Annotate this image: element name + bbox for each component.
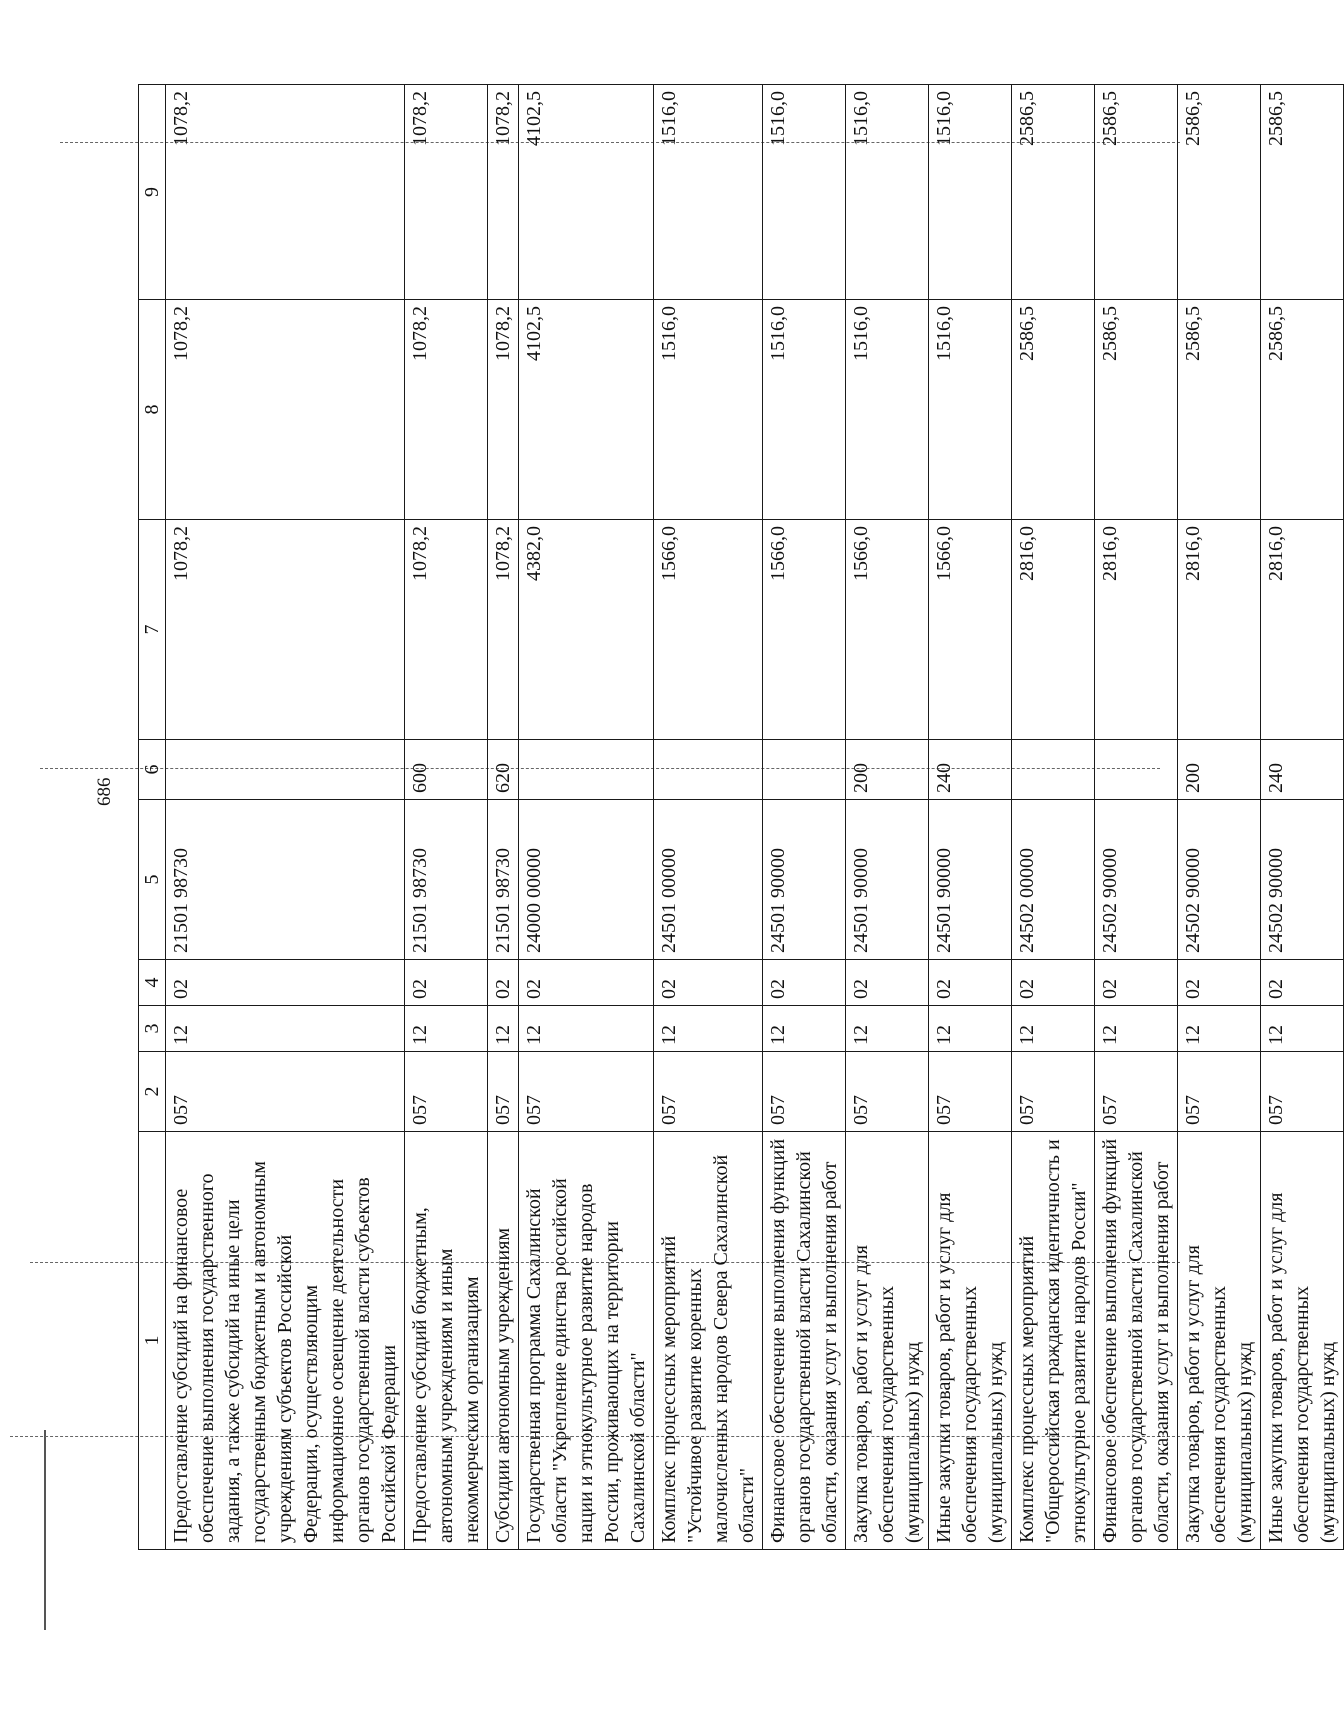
row-name-cell: Закупка товаров, работ и услуг для обеспечения государственных (муниципальных) нужд — [846, 1132, 929, 1550]
amount-col7-cell: 2816,0 — [1095, 520, 1178, 740]
row-name-cell: Иные закупки товаров, работ и услуг для обеспечения государственных (муниципальных) нужд — [1261, 1132, 1344, 1550]
expense-type-cell: 200 — [846, 740, 929, 800]
section-cell: 12 — [1095, 1006, 1178, 1052]
table-row — [1261, 85, 1344, 1550]
section-cell: 12 — [1012, 1006, 1095, 1052]
subsection-cell: 02 — [488, 960, 519, 1006]
column-header: 3 — [139, 1006, 166, 1052]
subsection-cell: 02 — [1178, 960, 1261, 1006]
amount-col8-cell: 1516,0 — [846, 300, 929, 520]
amount-col9-cell: 4102,5 — [519, 85, 654, 300]
expense-type-cell — [654, 740, 763, 800]
amount-col9-cell: 2586,5 — [1012, 85, 1095, 300]
row-name-cell: Закупка товаров, работ и услуг для обеспечения государственных (муниципальных) нужд — [1178, 1132, 1261, 1550]
column-header: 8 — [139, 300, 166, 520]
target-item-cell: 24502 90000 — [1178, 800, 1261, 960]
amount-col9-cell: 2586,5 — [1095, 85, 1178, 300]
scan-artifact-line — [44, 1430, 46, 1630]
subsection-cell: 02 — [519, 960, 654, 1006]
ministry-code-cell: 057 — [1261, 1052, 1344, 1132]
expense-type-cell — [1012, 740, 1095, 800]
ministry-code-cell: 057 — [654, 1052, 763, 1132]
column-header: 5 — [139, 800, 166, 960]
section-cell: 12 — [763, 1006, 846, 1052]
ministry-code-cell: 057 — [1012, 1052, 1095, 1132]
row-name-cell: Субсидии автономным учреждениям — [488, 1132, 519, 1550]
target-item-cell: 24501 90000 — [763, 800, 846, 960]
amount-col7-cell: 2816,0 — [1012, 520, 1095, 740]
section-cell: 12 — [1178, 1006, 1261, 1052]
row-name-cell: Предоставление субсидий бюджетным, автономным учреждениям и иным некоммерческим организациям — [405, 1132, 488, 1550]
table-row — [1012, 85, 1095, 1550]
column-header: 2 — [139, 1052, 166, 1132]
target-item-cell: 24501 00000 — [654, 800, 763, 960]
amount-col9-cell: 2586,5 — [1178, 85, 1261, 300]
ministry-code-cell: 057 — [488, 1052, 519, 1132]
subsection-cell: 02 — [405, 960, 488, 1006]
target-item-cell: 24501 90000 — [929, 800, 1012, 960]
amount-col8-cell: 2586,5 — [1095, 300, 1178, 520]
amount-col7-cell: 1566,0 — [846, 520, 929, 740]
target-item-cell: 24502 90000 — [1261, 800, 1344, 960]
ministry-code-cell: 057 — [763, 1052, 846, 1132]
table-row — [1095, 85, 1178, 1550]
expense-type-cell — [519, 740, 654, 800]
amount-col7-cell: 1078,2 — [488, 520, 519, 740]
target-item-cell: 24502 00000 — [1012, 800, 1095, 960]
amount-col9-cell: 1078,2 — [488, 85, 519, 300]
ministry-code-cell: 057 — [519, 1052, 654, 1132]
expense-type-cell — [166, 740, 405, 800]
section-cell: 12 — [929, 1006, 1012, 1052]
column-header-row — [139, 85, 166, 1550]
amount-col8-cell: 1516,0 — [929, 300, 1012, 520]
row-name-cell: Комплекс процессных мероприятий "Устойчивое развитие коренных малочисленных народов Севера Сахалинской области" — [654, 1132, 763, 1550]
ministry-code-cell: 057 — [1178, 1052, 1261, 1132]
column-header: 4 — [139, 960, 166, 1006]
amount-col7-cell: 1078,2 — [405, 520, 488, 740]
amount-col7-cell: 1566,0 — [763, 520, 846, 740]
target-item-cell: 24000 00000 — [519, 800, 654, 960]
section-cell: 12 — [166, 1006, 405, 1052]
target-item-cell: 24502 90000 — [1095, 800, 1178, 960]
row-name-cell: Финансовое обеспечение выполнения функций органов государственной власти Сахалинской области, оказания услуг и выполнения работ — [763, 1132, 846, 1550]
section-cell: 12 — [846, 1006, 929, 1052]
amount-col9-cell: 1516,0 — [763, 85, 846, 300]
section-cell: 12 — [519, 1006, 654, 1052]
table-row — [763, 85, 846, 1550]
subsection-cell: 02 — [929, 960, 1012, 1006]
amount-col8-cell: 2586,5 — [1261, 300, 1344, 520]
ministry-code-cell: 057 — [1095, 1052, 1178, 1132]
row-name-cell: Государственная программа Сахалинской области "Укрепление единства российской нации и этнокультурное развитие народов России, проживающих на территории Сахалинской области" — [519, 1132, 654, 1550]
row-name-cell: Финансовое обеспечение выполнения функций органов государственной власти Сахалинской области, оказания услуг и выполнения работ — [1095, 1132, 1178, 1550]
section-cell: 12 — [1261, 1006, 1344, 1052]
subsection-cell: 02 — [763, 960, 846, 1006]
amount-col9-cell: 2586,5 — [1261, 85, 1344, 300]
amount-col9-cell: 1516,0 — [654, 85, 763, 300]
subsection-cell: 02 — [1095, 960, 1178, 1006]
target-item-cell: 21501 98730 — [488, 800, 519, 960]
amount-col8-cell: 1516,0 — [654, 300, 763, 520]
target-item-cell: 21501 98730 — [166, 800, 405, 960]
target-item-cell: 21501 98730 — [405, 800, 488, 960]
amount-col8-cell: 2586,5 — [1012, 300, 1095, 520]
amount-col7-cell: 1566,0 — [654, 520, 763, 740]
table-row — [929, 85, 1012, 1550]
table-row — [405, 85, 488, 1550]
expense-type-cell: 600 — [405, 740, 488, 800]
table-row — [1178, 85, 1261, 1550]
section-cell: 12 — [488, 1006, 519, 1052]
amount-col8-cell: 4102,5 — [519, 300, 654, 520]
rotated-table-wrapper — [138, 85, 1339, 1550]
subsection-cell: 02 — [1012, 960, 1095, 1006]
column-header: 1 — [139, 1132, 166, 1550]
section-cell: 12 — [405, 1006, 488, 1052]
amount-col8-cell: 1078,2 — [405, 300, 488, 520]
column-header: 6 — [139, 740, 166, 800]
amount-col8-cell: 1078,2 — [166, 300, 405, 520]
row-name-cell: Иные закупки товаров, работ и услуг для обеспечения государственных (муниципальных) нужд — [929, 1132, 1012, 1550]
amount-col7-cell: 1078,2 — [166, 520, 405, 740]
expense-type-cell: 240 — [1261, 740, 1344, 800]
row-name-cell: Предоставление субсидий на финансовое обеспечение выполнения государственного задания, а также субсидий на иные цели государственным бюджетным и автономным учреждениям субъектов Российской Федерации, осуществляющим информационное освещение деятельности органов государственной власти субъектов Российской Федерации — [166, 1132, 405, 1550]
column-header: 9 — [139, 85, 166, 300]
amount-col9-cell: 1516,0 — [929, 85, 1012, 300]
table-row — [654, 85, 763, 1550]
table-row — [519, 85, 654, 1550]
amount-col8-cell: 2586,5 — [1178, 300, 1261, 520]
amount-col7-cell: 4382,0 — [519, 520, 654, 740]
amount-col7-cell: 2816,0 — [1178, 520, 1261, 740]
ministry-code-cell: 057 — [405, 1052, 488, 1132]
subsection-cell: 02 — [1261, 960, 1344, 1006]
row-name-cell: Комплекс процессных мероприятий "Общероссийская гражданская идентичность и этнокультурное развитие народов России" — [1012, 1132, 1095, 1550]
subsection-cell: 02 — [166, 960, 405, 1006]
page-number: 686 — [94, 777, 115, 806]
amount-col9-cell: 1078,2 — [405, 85, 488, 300]
expense-type-cell — [763, 740, 846, 800]
target-item-cell: 24501 90000 — [846, 800, 929, 960]
ministry-code-cell: 057 — [929, 1052, 1012, 1132]
amount-col7-cell: 1566,0 — [929, 520, 1012, 740]
amount-col8-cell: 1078,2 — [488, 300, 519, 520]
expense-type-cell: 200 — [1178, 740, 1261, 800]
expense-type-cell: 620 — [488, 740, 519, 800]
expense-type-cell: 240 — [929, 740, 1012, 800]
table-row — [166, 85, 405, 1550]
amount-col8-cell: 1516,0 — [763, 300, 846, 520]
expense-type-cell — [1095, 740, 1178, 800]
amount-col9-cell: 1516,0 — [846, 85, 929, 300]
subsection-cell: 02 — [654, 960, 763, 1006]
column-header: 7 — [139, 520, 166, 740]
subsection-cell: 02 — [846, 960, 929, 1006]
budget-table — [138, 84, 1344, 1550]
ministry-code-cell: 057 — [846, 1052, 929, 1132]
table-row — [488, 85, 519, 1550]
table-row — [846, 85, 929, 1550]
amount-col9-cell: 1078,2 — [166, 85, 405, 300]
amount-col7-cell: 2816,0 — [1261, 520, 1344, 740]
ministry-code-cell: 057 — [166, 1052, 405, 1132]
section-cell: 12 — [654, 1006, 763, 1052]
